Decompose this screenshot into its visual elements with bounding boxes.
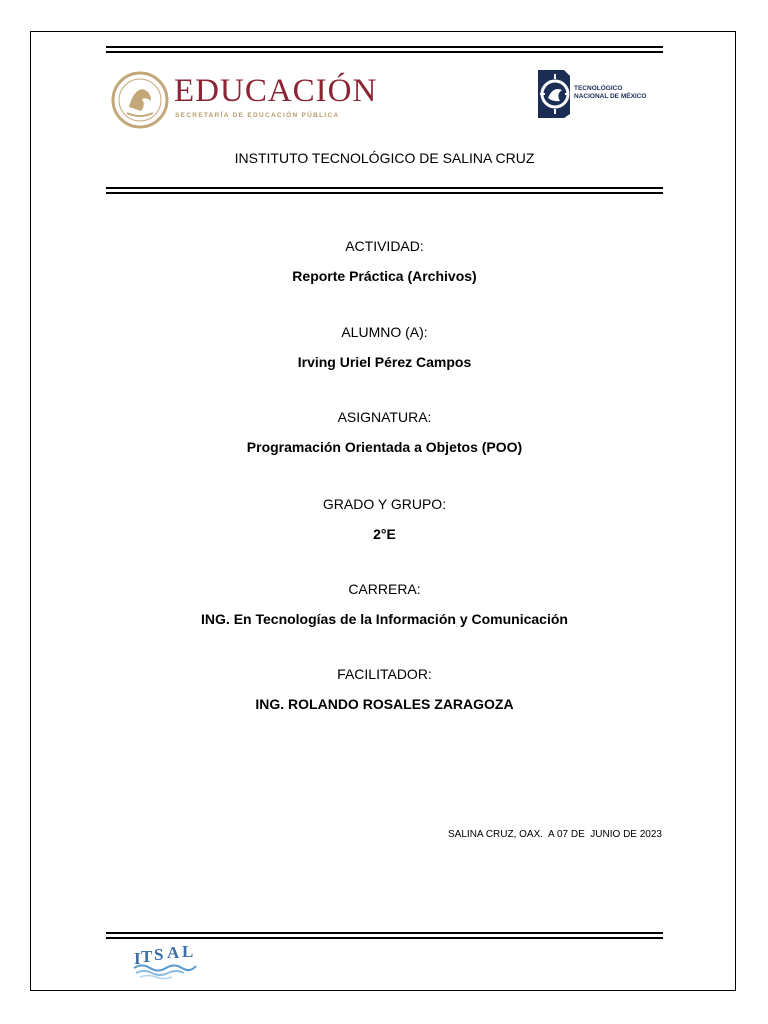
field-career — [106, 581, 663, 627]
field-grade-group — [106, 496, 663, 542]
tecnm-logo-line1: TECNOLÓGICO — [574, 85, 623, 92]
tecnm-logo-text — [574, 85, 646, 101]
header-double-rule — [106, 187, 663, 193]
svg-text:I: I — [134, 949, 141, 968]
field-activity — [106, 238, 663, 284]
field-label: FACILITADOR: — [337, 666, 432, 682]
field-facilitator — [106, 666, 663, 712]
svg-text:S: S — [154, 945, 164, 964]
footer-double-rule — [106, 932, 663, 938]
field-label: GRADO Y GRUPO: — [322, 496, 447, 512]
field-subject — [106, 409, 663, 455]
top-double-rule — [106, 46, 663, 52]
field-student — [106, 324, 663, 370]
itsal-wave-logo-icon — [132, 944, 198, 980]
field-value: Irving Uriel Pérez Campos — [297, 354, 472, 370]
tecnm-logo-line2: NACIONAL DE MÉXICO — [574, 93, 647, 100]
itsal-logo — [132, 944, 198, 980]
sep-logo-subtitle: SECRETARÍA DE EDUCACIÓN PÚBLICA — [175, 112, 340, 119]
field-label: ALUMNO (A): — [341, 324, 428, 340]
field-value: 2°E — [373, 526, 396, 542]
date-line: SALINA CRUZ, OAX. A 07 DE JUNIO DE 2023 — [448, 829, 662, 840]
svg-text:A: A — [167, 944, 180, 962]
tecnm-logo — [534, 68, 664, 122]
field-label: ASIGNATURA: — [337, 409, 432, 425]
field-value: ING. ROLANDO ROSALES ZARAGOZA — [255, 696, 514, 712]
field-label: ACTIVIDAD: — [345, 238, 424, 254]
tecnm-gear-icon — [534, 68, 572, 120]
sep-logo — [111, 71, 378, 131]
institute-name: INSTITUTO TECNOLÓGICO DE SALINA CRUZ — [234, 150, 535, 166]
sep-logo-title: EDUCACIÓN — [174, 73, 378, 109]
field-label: CARRERA: — [348, 581, 421, 597]
mexican-coat-of-arms-seal-icon — [111, 71, 169, 129]
field-value: Reporte Práctica (Archivos) — [292, 268, 477, 284]
svg-text:T: T — [141, 947, 153, 966]
field-value: Programación Orientada a Objetos (POO) — [246, 439, 523, 455]
field-value: ING. En Tecnologías de la Información y Comunicación — [201, 611, 568, 627]
svg-text:L: L — [182, 944, 194, 961]
